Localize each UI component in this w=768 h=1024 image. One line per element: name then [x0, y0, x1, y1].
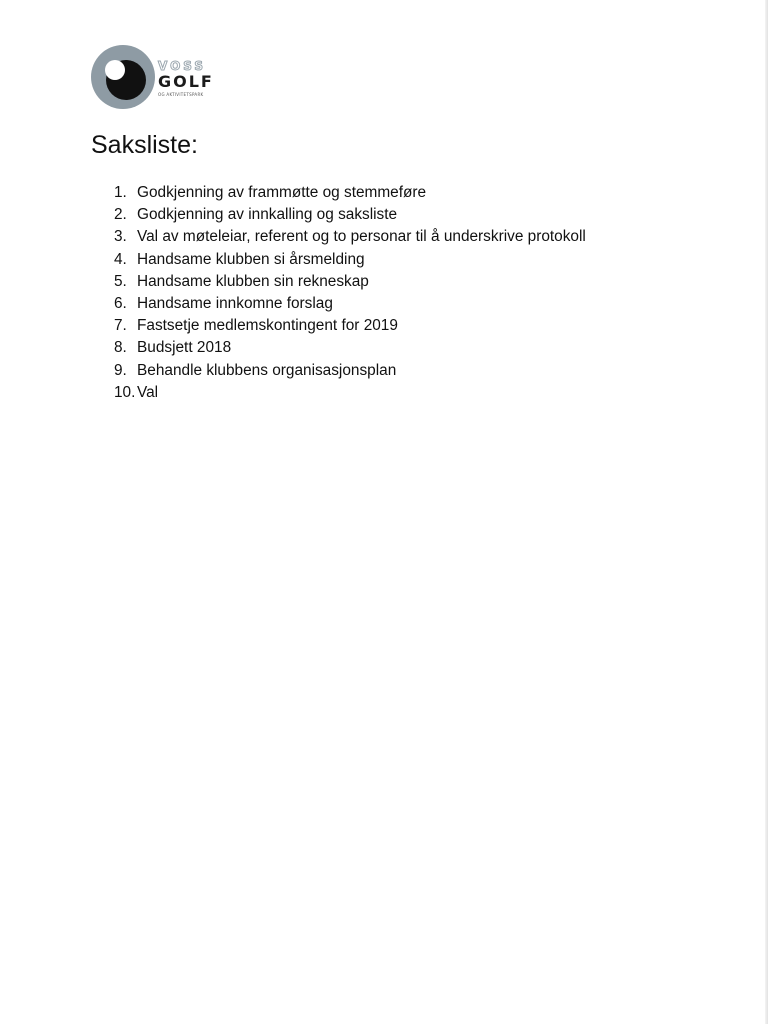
agenda-item: [114, 315, 586, 337]
agenda-item: [114, 182, 586, 204]
logo-tagline: OG AKTIVITETSPARK: [158, 92, 204, 97]
agenda-item-text: Behandle klubbens organisasjonsplan: [137, 361, 397, 379]
agenda-item-text: Budsjett 2018: [137, 339, 232, 357]
agenda-item-text: Handsame klubben sin rekneskap: [137, 272, 369, 290]
agenda-item-text: Val: [137, 383, 159, 401]
agenda-item: [114, 382, 586, 404]
agenda-item-number: 9.: [114, 361, 127, 379]
page-title: Saksliste:: [91, 131, 198, 159]
agenda-item-number: 2.: [114, 206, 127, 224]
agenda-item: [114, 249, 586, 271]
agenda-item-number: 8.: [114, 339, 127, 357]
logo-word-voss: VOSS: [158, 59, 207, 73]
golf-ball-eye-icon: [90, 44, 156, 110]
agenda-item: [114, 204, 586, 226]
agenda-item-text: Fastsetje medlemskontingent for 2019: [137, 317, 398, 335]
agenda-item-text: Godkjenning av frammøtte og stemmeføre: [137, 184, 427, 201]
agenda-item-text: Handsame klubben si årsmelding: [137, 250, 365, 268]
logo-word-golf: GOLF: [158, 72, 214, 91]
agenda-item: [114, 271, 586, 293]
agenda-item: [114, 360, 586, 382]
agenda-list: [114, 182, 586, 404]
agenda-item-number: 3.: [114, 228, 127, 246]
agenda-item-number: 1.: [114, 184, 127, 201]
agenda-item-number: 7.: [114, 317, 127, 335]
agenda-item-number: 6.: [114, 294, 127, 312]
agenda-item-text: Handsame innkomne forslag: [137, 294, 333, 312]
agenda-item-number: 10.: [114, 383, 136, 401]
voss-golf-logo: [90, 44, 230, 112]
logo-wordmark: [158, 59, 230, 102]
agenda-item: [114, 226, 586, 248]
agenda-item-number: 4.: [114, 250, 127, 268]
agenda-item: [114, 293, 586, 315]
agenda-item-text: Val av møteleiar, referent og to personar til å underskrive protokoll: [137, 228, 586, 246]
agenda-item-number: 5.: [114, 272, 127, 290]
agenda-item-text: Godkjenning av innkalling og saksliste: [137, 206, 398, 224]
agenda-item: [114, 337, 586, 359]
